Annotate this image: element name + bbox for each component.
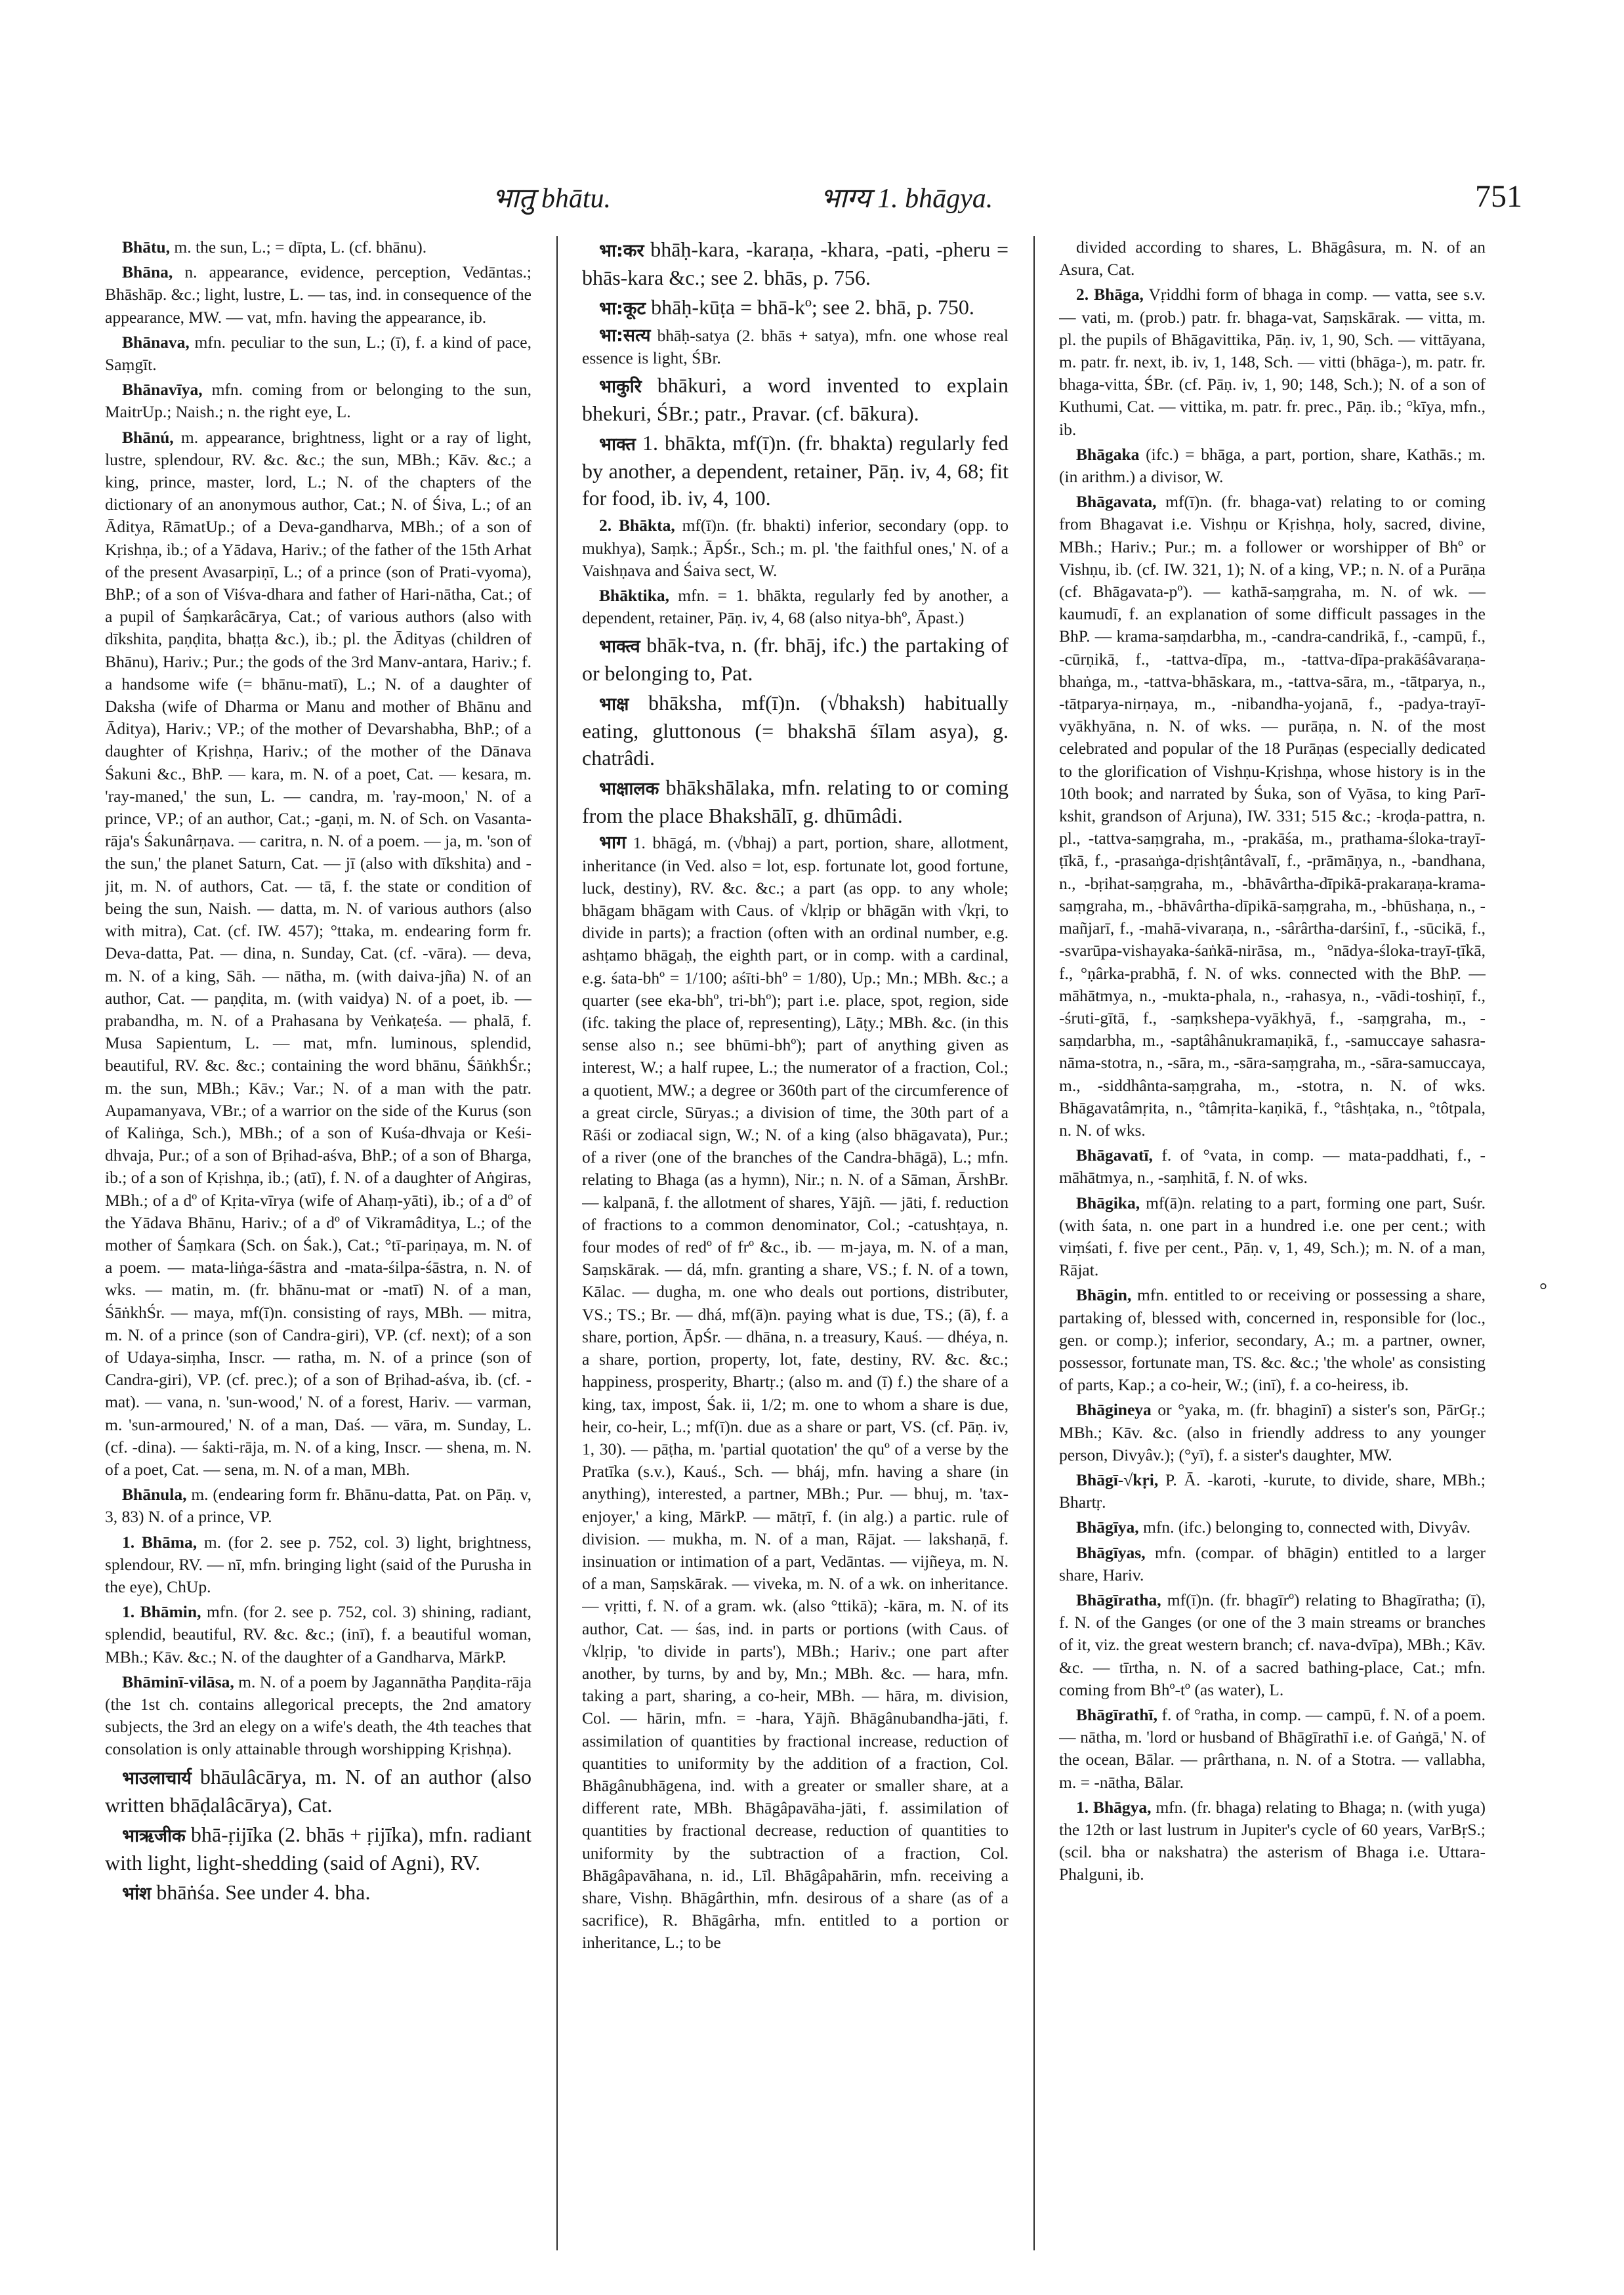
entry-headword: 2. Bhākta,	[599, 516, 675, 535]
entry-headword: 1. Bhāmin,	[122, 1602, 201, 1622]
entry-headword: Bhāgavatī,	[1076, 1146, 1153, 1165]
dictionary-entry	[105, 1531, 531, 1599]
entry-definition: bhākshālaka, mfn. relating to or coming from the place Bhakshālī, g. dhūmâdi.	[582, 775, 1009, 828]
entry-headword: Bhāminī-vilāsa,	[122, 1672, 234, 1691]
entry-definition: divided according to shares, L. Bhāgâsura, m. N. of an Asura, Cat.	[1059, 238, 1486, 279]
entry-definition: bhāksha, mf(ī)n. (√bhaksh) habitually eating, gluttonous (= bhakshā śīlam asya), g. chatrâdi.	[582, 691, 1009, 770]
entry-headword: Bhāgaka	[1076, 444, 1140, 464]
entry-headword: भा:कूट	[599, 299, 646, 319]
entry-definition: mfn. (ifc.) belonging to, connected with, Divyâv.	[1143, 1518, 1471, 1537]
dictionary-entry	[1059, 1284, 1486, 1396]
dictionary-entry	[105, 236, 531, 258]
entry-headword: भांश	[122, 1883, 152, 1904]
dictionary-entry	[105, 1601, 531, 1668]
entry-headword: भा:कर	[599, 241, 644, 261]
entry-headword: Bhānava,	[122, 332, 190, 352]
entry-definition: mfn. coming from or belonging to the sun, MaitrUp.; Naish.; n. the right eye, L.	[105, 380, 531, 422]
dictionary-entry	[1059, 1704, 1486, 1794]
entry-definition: m. (endearing form fr. Bhānu-datta, Pat. on Pāṇ. v, 3, 83) N. of a prince, VP.	[105, 1485, 531, 1527]
entry-definition: mfn. (fr. bhaga) relating to Bhaga; n. (with yuga) the 12th or last lustrum in Jupiter's cycle of 60 years, VarBṛS.; (scil. bha or nakshatra) the asterism of Bhaga i.e. Uttara-Phalguni, ib.	[1059, 1797, 1486, 1884]
dictionary-entry	[105, 426, 531, 1481]
header-center-guide-word: भाग्य 1. bhāgya.	[820, 184, 993, 214]
entry-headword: Bhāgīyas,	[1076, 1542, 1146, 1562]
entry-headword: Bhāgīratha,	[1076, 1590, 1161, 1609]
dictionary-entry	[1059, 1542, 1486, 1586]
entry-definition: Vṛiddhi form of bhaga in comp. — vatta, see s.v. — vati, m. (prob.) patr. fr. bhaga-vat, Saṃskārak. — vitta, m. pl. the pupils of Bhāgavittika, Pāṇ. iv, 1, 90, Sch. — vittāyana, m. patr. fr. next, ib. iv, 1, 148, Sch. — vitti (bhāga-), m. patr. fr. bhaga-vitta, ŚBr. (cf. Pāṇ. iv, 1, 90; 148, Sch.); N. of a son of Kuthumi, Cat. — vittika, m. patr. fr. prec., Pāṇ. ib.; °kīya, mfn., ib.	[1059, 285, 1486, 439]
dictionary-entry	[582, 690, 1009, 772]
entry-definition: bhāulâcārya, m. N. of an author (also written bhāḍalâcārya), Cat.	[105, 1764, 531, 1817]
dictionary-entry	[1059, 1399, 1486, 1466]
dictionary-entry	[1059, 491, 1486, 1142]
entry-definition: m. appearance, brightness, light or a ray of light, lustre, splendour, RV. &c. &c.; the sun, MBh.; Kāv. &c.; a king, prince, master, lord, L.; N. of the chapters of the dictionary of an anonymous author, Cat.; N. of Śiva, L.; of an Āditya, RāmatUp.; of a Deva-gandharva, MBh.; of a son of Kṛishṇa, ib.; of a Yādava, Hariv.; of the father of the 15th Arhat of the present Avasarpiṇī, L.; of a prince (son of Prati-vyoma), BhP.; of a son of Viśva-dhara and father of Hari-nātha, Cat.; of a pupil of Śaṃkarâcārya, Cat.; of various authors (also with dīkshita, paṇḍita, bhaṭṭa &c.), ib.; pl. the Ādityas (children of Bhānu), Hariv.; Pur.; the gods of the 3rd Manv-antara, Hariv.; f. a handsome wife (= bhānu-matī), L.; N. of a daughter of Daksha (wife of Dharma or Manu and mother of Bhānu and Āditya), Hariv.; VP.; of the mother of Devarshabha, BhP.; of a daughter of Kṛishṇa, Hariv.; of the mother of the Dānava Śakuni &c., BhP. — kara, m. N. of a poet, Cat. — kesara, m. 'ray-maned,' the sun, L. — candra, m. 'ray-moon,' N. of a prince, VP.; of an author, Cat.; -gaṇi, m. N. of Sch. on Vasanta-rāja's Śakunârṇava. — caritra, n. N. of a poem. — ja, m. 'son of the sun,' the planet Saturn, Cat. — jī (also with dīkshita) and -jit, m. N. of authors, Cat. — tā, f. the state or condition of being the sun, Naish. — datta, m. N. of various authors (also with mitra), Cat. (cf. IW. 457); °ttaka, m. endearing form fr. Deva-datta, Pat. — dina, n. Sunday, Cat. (cf. -vāra). — deva, m. N. of a king, Sāh. — nātha, m. (with daiva-jña) N. of an author, Cat. — paṇḍita, m. (with vaidya) N. of a poet, ib. — prabandha, m. N. of a Prahasana by Veṅkaṭeśa. — phalā, f. Musa Sapientum, L. — mat, mfn. luminous, splendid, beautiful, RV. &c. &c.; containing the word bhānu, ŚāṅkhŚr.; m. the sun, MBh.; Kāv.; Var.; N. of a man with the patr. Aupamanyava, VBr.; of a warrior on the side of the Kurus (son of Kaliṅga, Sch.), MBh.; of a son of Kuśa-dhvaja or Keśi-dhvaja, Pur.; of a son of Bṛihad-aśva, BhP.; of a son of Bharga, ib.; of a son of Kṛishṇa, ib.; (atī), f. N. of a daughter of Aṅgiras, MBh.; of a dº of Kṛita-vīrya (wife of Ahaṃ-yāti), ib.; of a dº of the Yādava Bhānu, Hariv.; of a dº of Vikramâditya, L.; of the mother of Śaṃkara (Sch. on Śak.), Cat.; °tī-pariṇaya, m. N. of a poem. — mata-liṅga-śāstra and -mata-śilpa-śāstra, n. N. of wks. — matin, m. (fr. bhānu-mat or -matī) N. of a man, ŚāṅkhŚr. — maya, mf(ī)n. consisting of rays, MBh. — mitra, m. N. of a prince (son of Candra-giri), VP. (cf. next); of a son of Udaya-siṃha, Inscr. — ratha, m. N. of a prince (son of Candra-giri), VP. (cf. prec.); of a son of Bṛihad-aśva, ib. (cf. -mat). — vana, n. 'sun-wood,' N. of a forest, Hariv. — varman, m. 'sun-armoured,' N. of a man, Daś. — vāra, m. Sunday, L. (cf. -dina). — śakti-rāja, m. N. of a king, Inscr. — shena, m. N. of a poet, Cat. — sena, m. N. of a man, MBh.	[105, 427, 531, 1479]
entry-definition: P. Ā. -karoti, -kurute, to divide, share, MBh.; Bhartṛ.	[1059, 1470, 1486, 1512]
dictionary-entry	[582, 325, 1009, 369]
entry-headword: भाकुरि	[599, 377, 642, 398]
entry-definition: bhāḥ-satya (2. bhās + satya), mfn. one whose real essence is light, ŚBr.	[582, 326, 1009, 368]
entry-definition: f. of °ratha, in comp. — campū, f. N. of a poem. — nātha, m. 'lord or husband of Bhāgīrathī i.e. of Gaṅgā,' N. of the ocean, Bālar. — prârthana, n. N. of a Stotra. — vallabha, m. = -nātha, Bālar.	[1059, 1705, 1486, 1792]
entry-headword: Bhāktika,	[599, 586, 670, 606]
column-divider	[556, 236, 558, 2250]
dictionary-entry	[582, 236, 1009, 291]
running-header	[105, 178, 1522, 218]
entry-definition: bhāḥ-kara, -karaṇa, -khara, -pati, -pheru = bhās-kara &c.; see 2. bhās, p. 756.	[582, 238, 1009, 289]
entry-definition: f. of °vata, in comp. — mata-paddhati, f., -māhātmya, n., -saṃhitā, f. N. of wks.	[1059, 1146, 1486, 1188]
dictionary-entry	[105, 1483, 531, 1528]
entry-definition: mfn. (for 2. see p. 752, col. 3) shining, radiant, splendid, beautiful, RV. &c. &c.; (inī), f. a beautiful woman, MBh.; Kāv. &c.; N. of the daughter of a Gandharva, MārkP.	[105, 1602, 531, 1666]
dictionary-entry	[105, 1764, 531, 1819]
dictionary-entry	[1059, 444, 1486, 488]
entry-definition: m. the sun, L.; = dīpta, L. (cf. bhānu).	[174, 238, 427, 257]
entry-headword: 1. Bhāma,	[122, 1532, 198, 1552]
entry-definition: mf(ī)n. (fr. bhaga-vat) relating to or coming from Bhagavat i.e. Vishṇu or Kṛishṇa, holy, sacred, divine, MBh.; Hariv.; Pur.; m. a follower or worshipper of Bhº or Vishṇu, ib. (cf. IW. 321, 1); N. of a king, VP.; n. N. of a Purāṇa (cf. Bhāgavata-pº). — kathā-saṃgraha, m. N. of wk. — kaumudī, f. an explanation of some difficult passages in the BhP. — krama-saṃdarbha, m., -candra-candrikā, f., -campū, f., -cūrṇikā, f., -tattva-dīpa, m., -tattva-dīpa-prakāśâvaraṇa-bhaṅga, m., -tattva-bhāskara, m., -tattva-sāra, m., -tātparya, n., -tātparya-nirṇaya, m., -nibandha-yojanā, f., -padya-trayī-vyākhyāna, n. N. of wks. — purāṇa, n. N. of the most celebrated and popular of the 18 Purāṇas (especially dedicated to the glorification of Vishṇu-Kṛishṇa, whose history is in the 10th book; and narrated by Śuka, son of Vyāsa, to king Parī-kshit, grandson of Arjuna), IW. 331; 515 &c.; -kroḍa-pattra, n. pl., -tattva-saṃgraha, m., -prakāśa, m., prathama-śloka-trayī-ṭīkā, f., -prasaṅga-dṛishṭântâvalī, f., -prāmāṇya, n., -bandhana, n., -bṛihat-saṃgraha, m., -bhāvârtha-dīpikā-prakaraṇa-krama-saṃgraha, m., -bhāvârtha-dīpikā-saṃgraha, m., -bhūshaṇa, n., -mañjarī, f., -mahā-vivaraṇa, n., -sârârtha-darśinī, f., -sūcikā, f., -svarūpa-vishayaka-śaṅkā-nirāsa, m., °nādya-śloka-trayī-ṭīkā, f., °ṇârka-prabhā, f. N. of wks. connected with the BhP. — māhātmya, n., -mukta-phala, n., -rahasya, n., -vādi-toshiṇī, f., -śruti-gītā, f., -saṃkshepa-vyākhyā, f., -saṃgraha, m., -saṃdarbha, m., -saptâhânukramaṇikā, f., -samuccaye sahasra-nāma-stotra, n., -sāra, m., -sāra-saṃgraha, m., -sāra-samuccaya, m., -siddhânta-saṃgraha, m., -stotra, n. N. of wks. Bhāgavatâmṛita, n., °tâmṛita-kaṇikā, f., °tâshṭaka, n., °tôtpala, n. N. of wks.	[1059, 492, 1486, 1140]
entry-headword: Bhātu,	[122, 238, 170, 257]
dictionary-entry	[1059, 1192, 1486, 1282]
header-left-guide-word: भातु bhātu.	[492, 184, 612, 214]
dictionary-entry	[1059, 236, 1486, 281]
entry-headword: Bhāgineya	[1076, 1400, 1152, 1420]
entry-definition: mfn. (compar. of bhāgin) entitled to a larger share, Hariv.	[1059, 1542, 1486, 1584]
entry-definition: bhāk-tva, n. (fr. bhāj, ifc.) the partaking of or belonging to, Pat.	[582, 633, 1009, 686]
entry-headword: भाक्त्व	[599, 636, 640, 657]
entry-definition: m. (for 2. see p. 752, col. 3) light, brightness, splendour, RV. — nī, mfn. bringing light (said of the Purusha in the eye), ChUp.	[105, 1532, 531, 1596]
entry-headword: 2. Bhāga,	[1076, 285, 1144, 304]
dictionary-entry	[1059, 1589, 1486, 1701]
entry-headword: भाग	[599, 833, 627, 854]
dictionary-entry	[582, 632, 1009, 687]
dictionary-entry	[1059, 1796, 1486, 1886]
entry-definition: mf(ī)n. (fr. bhagīrº) relating to Bhagīratha; (ī), f. N. of the Ganges (or one of the 3 main streams or branches of it, viz. the great western branch; cf. nava-dvīpa), MBh.; Kāv. &c. — tīrtha, n. N. of a sacred bathing-place, Cat.; mfn. coming from Bhº-tº (as water), L.	[1059, 1590, 1486, 1699]
entry-headword: Bhāgin,	[1076, 1285, 1132, 1305]
entry-definition: 1. bhākta, mf(ī)n. (fr. bhakta) regularly fed by another, a dependent, retainer, Pāṇ. iv, 4, 68; fit for food, ib. iv, 4, 100.	[582, 431, 1009, 510]
entry-definition: mfn. = 1. bhākta, regularly fed by another, a dependent, retainer, Pāṇ. iv, 4, 68 (also nitya-bhº, Āpast.)	[582, 586, 1009, 628]
entry-definition: bhā-ṛijīka (2. bhās + ṛijīka), mfn. radiant with light, light-shedding (said of Agni), RV.	[105, 1822, 531, 1874]
entry-headword: Bhānula,	[122, 1485, 187, 1504]
entry-headword: भाक्त	[599, 434, 636, 455]
entry-headword: भा:सत्य	[599, 325, 651, 346]
entry-definition: bhākuri, a word invented to explain bhekuri, ŚBr.; patr., Pravar. (cf. bākura).	[582, 373, 1009, 426]
dictionary-entry	[582, 832, 1009, 1954]
dictionary-entry	[1059, 1144, 1486, 1189]
entry-definition: (ifc.) = bhāga, a part, portion, share, Kathās.; m. (in arithm.) a divisor, W.	[1059, 444, 1486, 487]
column-3	[1059, 236, 1486, 2257]
entry-definition: mfn. peculiar to the sun, L.; (ī), f. a kind of pace, Saṃgīt.	[105, 332, 531, 375]
dictionary-entry	[105, 379, 531, 423]
entry-definition: n. appearance, evidence, perception, Vedāntas.; Bhāshāp. &c.; light, lustre, L. — tas, ind. in consequence of the appearance, MW. — vat, mfn. having the appearance, ib.	[105, 262, 531, 327]
entry-definition: 1. bhāgá, m. (√bhaj) a part, portion, share, allotment, inheritance (in Ved. also = lot, esp. fortunate lot, good fortune, luck, destiny), RV. &c. &c.; a part (as opp. to any whole; bhāgam bhāgam with Caus. of √klṛip or bhāgān with √kṛi, to divide in parts); a fraction (often with an ordinal number, e.g. ashṭamo bhāgaḥ, the eighth part, or in comp. with a cardinal, e.g. śata-bhº = 1/100; aśīti-bhº = 1/80), Up.; Mn.; MBh. &c.; a quarter (see eka-bhº, tri-bhº); part i.e. place, spot, region, side (ifc. taking the place of, representing), Lāṭy.; MBh. &c. (in this sense also n.; see bhūmi-bhº); part of anything given as interest, W.; a half rupee, L.; the numerator of a fraction, Col.; a quotient, MW.; a degree or 360th part of the circumference of a great circle, Sūryas.; a division of time, the 30th part of a Rāśi or zodiacal sign, W.; N. of a king (also bhāgavata), Pur.; of a river (one of the branches of the Candra-bhāgā), L.; mfn. relating to Bhaga (as a hymn), Nir.; n. N. of a Sāman, ĀrshBr. — kalpanā, f. the allotment of shares, Yājñ. — jāti, f. reduction of fractions to a common denominator, Col.; -catushṭaya, n. four modes of redº of frº &c., ib. — m-jaya, m. N. of a man, Saṃskārak. — dá, mfn. granting a share, VS.; f. N. of a town, Kālac. — dugha, m. one who deals out portions, distributer, VS.; TS.; Br. — dhá, mf(ā)n. paying what is due, TS.; (ā), f. a share, portion, ĀpŚr. — dhāna, n. a treasury, Kauś. — dhéya, n. a share, portion, property, lot, fate, destiny, RV. &c. &c.; happiness, prosperity, Bhartṛ.; (also m. and (ī) f.) the share of a king, tax, impost, Śak. ii, 1/2; m. one to whom a share is due, heir, co-heir, L.; mf(ī)n. due as a share or part, VS. (cf. Pāṇ. iv, 1, 30). — pāṭha, m. 'partial quotation' the quº of a verse by the Pratīka (s.v.), Kauś., Sch. — bháj, mfn. having a share (in anything), interested, a partner, MBh.; Pur. — bhuj, m. 'tax-enjoyer,' a king, MārkP. — mātṛī, f. (in alg.) a partic. rule of division. — mukha, m. N. of a man, Rājat. — lakshaṇā, f. insinuation or intimation of a part, Vedāntas. — vijñeya, m. N. of a man, Saṃskārak. — viveka, m. N. of a wk. on inheritance. — vṛitti, f. N. of a gram. wk. (also °ttikā); -kāra, m. N. of its author, Cat. — śas, ind. in parts or portions (with Caus. of √klṛip, 'to divide in parts'), MBh.; Hariv.; one part after another, by turns, by and by, Mn.; MBh. &c. — hara, mfn. taking a part, sharing, a co-heir, MBh. — hāra, m. division, Col. — hārin, mfn. = -hara, Yājñ. Bhāgânubandha-jāti, f. assimilation of quantities by fractional increase, reduction of quantities to uniformity by the addition of a fraction, Col. Bhāgânubhāgena, ind. with a greater or smaller share, at a different rate, MBh. Bhāgâpavāha-jāti, f. assimilation of quantities by fractional decrease, reduction of quantities to uniformity by the subtraction of a fraction, Col. Bhāgâpavāhana, n. id., Līl. Bhāgâpahārin, mfn. receiving a share, Vishṇ. Bhāgârthin, mfn. desirous of a share (as of a sacrifice), R. Bhāgârha, mfn. entitled to a portion or inheritance, L.; to be	[582, 833, 1009, 1953]
entry-definition: mf(ā)n. relating to a part, forming one part, Suśr. (with śata, n. one part in a hundred i.e. one per cent.; with viṃśati, f. five per cent., Pāṇ. v, 1, 49, Sch.); m. N. of a man, Rājat.	[1059, 1193, 1486, 1280]
dictionary-entry	[1059, 283, 1486, 440]
dictionary-entry	[582, 774, 1009, 829]
entry-definition: bhāḥ-kūṭa = bhā-kº; see 2. bhā, p. 750.	[651, 295, 974, 319]
dictionary-entry	[1059, 1469, 1486, 1514]
dictionary-entry	[582, 372, 1009, 427]
entry-headword: Bhāna,	[122, 262, 173, 282]
entry-definition: mfn. entitled to or receiving or possessing a share, partaking of, blessed with, concerned in, responsible for (loc., gen. or comp.); inferior, secondary, A.; m. a partner, owner, possessor, fortunate man, TS. &c. &c.; 'the whole' as consisting of parts, Kap.; a co-heir, W.; (inī), f. a co-heiress, ib.	[1059, 1285, 1486, 1395]
dictionary-entry	[105, 331, 531, 376]
entry-headword: भाक्ष	[599, 694, 629, 715]
entry-headword: Bhāgī-√kṛi,	[1076, 1470, 1159, 1489]
margin-mark: °	[1539, 1279, 1547, 1301]
dictionary-entry	[105, 1821, 531, 1876]
entry-definition: bhāṅśa. See under 4. bha.	[156, 1880, 371, 1904]
dictionary-entry	[1059, 1516, 1486, 1539]
entry-headword: भाऋजीक	[122, 1825, 186, 1846]
entry-definition: mf(ī)n. (fr. bhakti) inferior, secondary (opp. to mukhya), Saṃk.; ĀpŚr., Sch.; m. pl. 'the faithful ones,' N. of a Vaishṇava and Śaiva sect, W.	[582, 516, 1009, 580]
entry-headword: Bhāgīya,	[1076, 1518, 1139, 1537]
dictionary-entry	[582, 430, 1009, 512]
page-number: 751	[1475, 179, 1522, 214]
dictionary-entry	[582, 585, 1009, 629]
entry-headword: 1. Bhāgya,	[1076, 1797, 1152, 1817]
column-1	[105, 236, 531, 2257]
entry-headword: Bhāgavata,	[1076, 492, 1157, 512]
dictionary-entry	[582, 514, 1009, 582]
entry-headword: Bhānavīya,	[122, 380, 203, 400]
dictionary-entry	[582, 294, 1009, 322]
entry-headword: Bhānú,	[122, 427, 174, 447]
column-divider	[1033, 236, 1035, 2250]
dictionary-entry	[105, 1671, 531, 1761]
dictionary-entry	[105, 1879, 531, 1907]
entry-headword: भाक्षालक	[599, 779, 659, 800]
entry-headword: Bhāgīrathī,	[1076, 1705, 1157, 1724]
entry-headword: Bhāgika,	[1076, 1193, 1140, 1212]
entry-definition: m. N. of a poem by Jagannātha Paṇḍita-rāja (the 1st ch. contains allegorical precepts, the 2nd amatory subjects, the 3rd an elegy on a wife's death, the 4th teaches that consolation is only attainable through worshipping Kṛishṇa).	[105, 1672, 531, 1759]
entry-headword: भाउलाचार्य	[122, 1768, 192, 1788]
dictionary-entry	[105, 261, 531, 329]
column-2	[582, 236, 1009, 2257]
entry-definition: or °yaka, m. (fr. bhaginī) a sister's son, PārGṛ.; MBh.; Kāv. &c. (also in friendly address to any younger person, Divyâv.); (°yī), f. a sister's daughter, MW.	[1059, 1400, 1486, 1464]
